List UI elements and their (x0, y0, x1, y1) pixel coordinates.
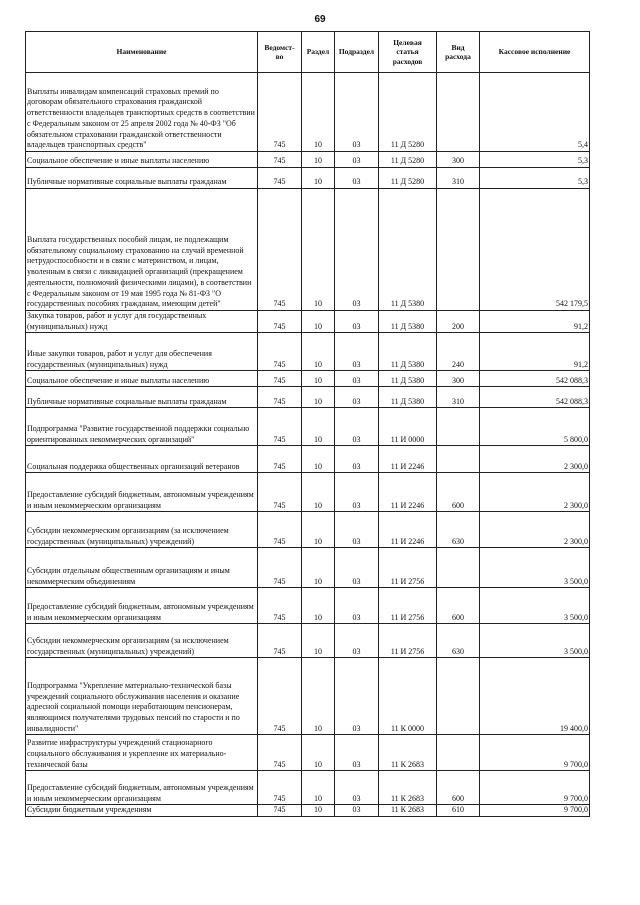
row-target: 11 Д 5280 (379, 168, 437, 189)
header-section: Раздел (302, 32, 335, 73)
row-target: 11 Д 5280 (379, 152, 437, 168)
page-number: 69 (314, 14, 326, 25)
row-subsection: 03 (335, 805, 379, 817)
row-section: 10 (302, 771, 335, 805)
row-ministry: 745 (258, 735, 302, 771)
row-expense-type: 300 (437, 152, 480, 168)
row-cash: 3 500,0 (480, 588, 590, 624)
row-cash: 5 800,0 (480, 408, 590, 446)
row-section: 10 (302, 658, 335, 735)
row-name: Предоставление субсидий бюджетным, автономным учреждениям и иным некоммерческим организациям (26, 588, 258, 624)
table-row (26, 408, 590, 446)
table-row (26, 333, 590, 371)
row-expense-type (437, 73, 480, 152)
table-row (26, 624, 590, 658)
row-ministry: 745 (258, 73, 302, 152)
row-section: 10 (302, 548, 335, 588)
row-name: Публичные нормативные социальные выплаты гражданам (26, 387, 258, 408)
row-name: Развитие инфраструктуры учреждений стационарного социального обслуживания и укрепление их материально-технической базы (26, 735, 258, 771)
row-ministry: 745 (258, 588, 302, 624)
row-name: Закупка товаров, работ и услуг для государственных (муниципальных) нужд (26, 311, 258, 333)
table-row (26, 73, 590, 152)
row-cash: 3 500,0 (480, 548, 590, 588)
row-target: 11 И 2756 (379, 588, 437, 624)
row-subsection: 03 (335, 735, 379, 771)
row-expense-type: 600 (437, 473, 480, 512)
row-expense-type (437, 446, 480, 473)
row-name: Социальная поддержка общественных организаций ветеранов (26, 446, 258, 473)
row-cash: 5,3 (480, 168, 590, 189)
row-target: 11 К 0000 (379, 658, 437, 735)
row-cash: 3 500,0 (480, 624, 590, 658)
row-target: 11 И 2246 (379, 512, 437, 548)
row-name: Выплата государственных пособий лицам, не подлежащим обязательному социальному страхованию на случай временной нетрудоспособности и в связи с материнством, и лицам, уволенным в связи с ликвидацией организаций (прекращением деятельности, полномочий физическими лицами), в соответствии с Федеральным законом от 19 мая 1995 года № 81-ФЗ "О государственных пособиях гражданам, имеющим детей" (26, 189, 258, 311)
table-row (26, 771, 590, 805)
row-cash: 9 700,0 (480, 805, 590, 817)
row-cash: 5,4 (480, 73, 590, 152)
row-cash: 9 700,0 (480, 771, 590, 805)
row-name: Подпрограмма "Укрепление материально-технической базы учреждений социального обслуживания населения и оказание адресной социальной помощи неработающим пенсионерам, являющимся получателями трудовых пенсий по старости и по инвалидности" (26, 658, 258, 735)
row-target: 11 И 2756 (379, 548, 437, 588)
table-row (26, 446, 590, 473)
row-name: Субсидии некоммерческим организациям (за исключением государственных (муниципальных) учреждений) (26, 624, 258, 658)
row-section: 10 (302, 189, 335, 311)
row-cash: 91,2 (480, 333, 590, 371)
row-subsection: 03 (335, 387, 379, 408)
row-name: Субсидии некоммерческим организациям (за исключением государственных (муниципальных) учреждений) (26, 512, 258, 548)
row-subsection: 03 (335, 73, 379, 152)
row-cash: 9 700,0 (480, 735, 590, 771)
row-ministry: 745 (258, 446, 302, 473)
row-ministry: 745 (258, 624, 302, 658)
row-section: 10 (302, 333, 335, 371)
table-row (26, 588, 590, 624)
row-ministry: 745 (258, 408, 302, 446)
table-row (26, 548, 590, 588)
row-name: Подпрограмма "Развитие государственной поддержки социально ориентированных некоммерческих организаций" (26, 408, 258, 446)
row-expense-type: 630 (437, 624, 480, 658)
row-expense-type: 300 (437, 371, 480, 387)
row-name: Предоставление субсидий бюджетным, автономным учреждениям и иным некоммерческим организациям (26, 473, 258, 512)
row-cash: 2 300,0 (480, 446, 590, 473)
row-target: 11 И 2246 (379, 446, 437, 473)
row-name: Социальное обеспечение и иные выплаты населению (26, 371, 258, 387)
row-subsection: 03 (335, 473, 379, 512)
row-section: 10 (302, 152, 335, 168)
row-subsection: 03 (335, 333, 379, 371)
row-ministry: 745 (258, 189, 302, 311)
row-target: 11 Д 5380 (379, 311, 437, 333)
row-subsection: 03 (335, 408, 379, 446)
row-section: 10 (302, 624, 335, 658)
row-expense-type (437, 189, 480, 311)
row-ministry: 745 (258, 548, 302, 588)
row-target: 11 И 2756 (379, 624, 437, 658)
row-subsection: 03 (335, 512, 379, 548)
row-section: 10 (302, 473, 335, 512)
row-expense-type: 240 (437, 333, 480, 371)
row-target: 11 К 2683 (379, 805, 437, 817)
row-ministry: 745 (258, 805, 302, 817)
table-row (26, 371, 590, 387)
row-expense-type (437, 735, 480, 771)
row-expense-type (437, 408, 480, 446)
row-ministry: 745 (258, 152, 302, 168)
row-name: Субсидии отдельным общественным организациям и иным некоммерческим объединениям (26, 548, 258, 588)
row-name: Выплаты инвалидам компенсаций страховых премий по договорам обязательного страхования гражданской ответственности владельцев транспортных средств в соответствии с Федеральным законом от 25 апреля 2002 года № 40-ФЗ "Об обязательном страховании гражданской ответственности владельцев транспортных средств" (26, 73, 258, 152)
row-cash: 2 300,0 (480, 512, 590, 548)
header-cash: Кассовое исполнение (480, 32, 590, 73)
row-ministry: 745 (258, 658, 302, 735)
row-section: 10 (302, 588, 335, 624)
row-cash: 542 088,3 (480, 387, 590, 408)
row-ministry: 745 (258, 473, 302, 512)
row-expense-type: 310 (437, 168, 480, 189)
table-row (26, 189, 590, 311)
row-target: 11 Д 5380 (379, 387, 437, 408)
row-section: 10 (302, 805, 335, 817)
row-expense-type: 630 (437, 512, 480, 548)
header-target: Целевая статья расходов (379, 32, 437, 73)
row-ministry: 745 (258, 311, 302, 333)
row-subsection: 03 (335, 168, 379, 189)
row-cash: 2 300,0 (480, 473, 590, 512)
row-subsection: 03 (335, 446, 379, 473)
table-row (26, 512, 590, 548)
row-target: 11 К 2683 (379, 771, 437, 805)
row-section: 10 (302, 408, 335, 446)
row-ministry: 745 (258, 333, 302, 371)
row-cash: 19 400,0 (480, 658, 590, 735)
row-expense-type: 610 (437, 805, 480, 817)
row-section: 10 (302, 73, 335, 152)
row-subsection: 03 (335, 189, 379, 311)
row-subsection: 03 (335, 311, 379, 333)
table-row (26, 473, 590, 512)
row-target: 11 К 2683 (379, 735, 437, 771)
row-target: 11 Д 5380 (379, 333, 437, 371)
row-subsection: 03 (335, 588, 379, 624)
row-target: 11 Д 5280 (379, 73, 437, 152)
row-expense-type: 600 (437, 771, 480, 805)
row-name: Предоставление субсидий бюджетным, автономным учреждениям и иным некоммерческим организациям (26, 771, 258, 805)
row-section: 10 (302, 371, 335, 387)
row-section: 10 (302, 446, 335, 473)
row-subsection: 03 (335, 371, 379, 387)
row-section: 10 (302, 168, 335, 189)
table-row (26, 805, 590, 817)
row-ministry: 745 (258, 771, 302, 805)
row-section: 10 (302, 311, 335, 333)
row-cash: 542 088,3 (480, 371, 590, 387)
header-expense-type: Вид расхода (437, 32, 480, 73)
row-name: Социальное обеспечение и иные выплаты населению (26, 152, 258, 168)
row-cash: 91,2 (480, 311, 590, 333)
row-target: 11 И 0000 (379, 408, 437, 446)
row-name: Иные закупки товаров, работ и услуг для обеспечения государственных (муниципальных) нужд (26, 333, 258, 371)
row-ministry: 745 (258, 168, 302, 189)
row-section: 10 (302, 512, 335, 548)
row-expense-type: 600 (437, 588, 480, 624)
row-target: 11 И 2246 (379, 473, 437, 512)
table-row (26, 387, 590, 408)
row-name: Публичные нормативные социальные выплаты гражданам (26, 168, 258, 189)
table-row (26, 152, 590, 168)
row-subsection: 03 (335, 624, 379, 658)
row-target: 11 Д 5380 (379, 371, 437, 387)
budget-table (25, 31, 590, 817)
table-row (26, 168, 590, 189)
row-subsection: 03 (335, 658, 379, 735)
row-subsection: 03 (335, 152, 379, 168)
header-name: Наименование (26, 32, 258, 73)
row-ministry: 745 (258, 387, 302, 408)
table-row (26, 658, 590, 735)
row-cash: 542 179,5 (480, 189, 590, 311)
row-subsection: 03 (335, 771, 379, 805)
row-expense-type (437, 548, 480, 588)
row-expense-type (437, 658, 480, 735)
table-row (26, 311, 590, 333)
row-name: Субсидии бюджетным учреждениям (26, 805, 258, 817)
header-ministry: Ведомст- во (258, 32, 302, 73)
header-subsection: Подраздел (335, 32, 379, 73)
table-header-row (26, 32, 590, 73)
row-target: 11 Д 5380 (379, 189, 437, 311)
row-ministry: 745 (258, 512, 302, 548)
row-cash: 5,3 (480, 152, 590, 168)
row-section: 10 (302, 735, 335, 771)
row-expense-type: 310 (437, 387, 480, 408)
row-section: 10 (302, 387, 335, 408)
row-ministry: 745 (258, 371, 302, 387)
row-subsection: 03 (335, 548, 379, 588)
table-row (26, 735, 590, 771)
row-expense-type: 200 (437, 311, 480, 333)
